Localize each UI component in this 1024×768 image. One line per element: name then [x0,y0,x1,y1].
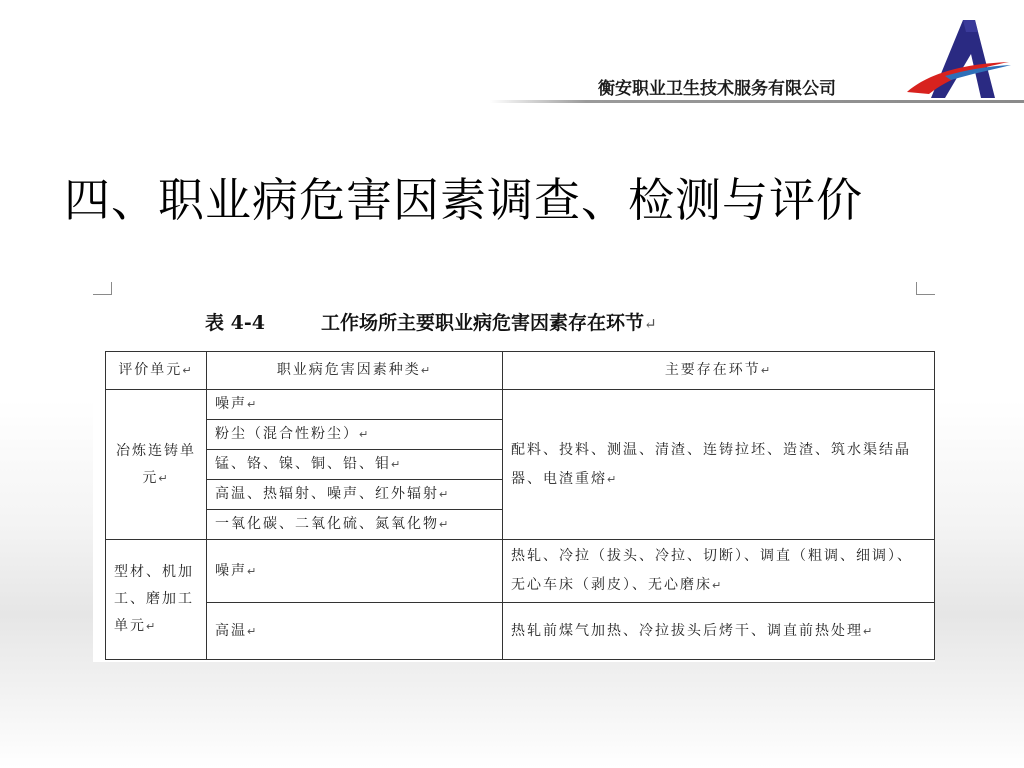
factor-cell: 高温↵ [207,603,503,660]
company-a-logo-icon [905,18,1013,102]
header-main-link: 主要存在环节↵ [503,352,935,390]
slide-title: 四、职业病危害因素调查、检测与评价 [64,173,863,227]
hazard-table [105,351,935,660]
table-caption-number: 表 4-4 [205,312,265,334]
company-name: 衡安职业卫生技术服务有限公司 [598,79,836,99]
link-cell-smelting: 配料、投料、测温、清渣、连铸拉坯、造渣、筑水渠结晶器、电渣重熔↵ [503,390,935,540]
factor-cell: 噪声↵ [207,540,503,603]
factor-cell: 高温、热辐射、噪声、红外辐射↵ [207,480,503,510]
unit-cell-profile-machining: 型材、机加工、磨加工单元↵ [106,540,207,660]
table-caption-title: 工作场所主要职业病危害因素存在环节 [320,312,644,334]
table-row [106,390,935,420]
crop-mark-left [93,282,112,295]
factor-cell: 噪声↵ [207,390,503,420]
unit-cell-smelting: 冶炼连铸单元↵ [106,390,207,540]
crop-mark-right [916,282,935,295]
table-row [106,540,935,603]
document-excerpt [93,278,935,662]
factor-cell: 一氧化碳、二氧化硫、氮氧化物↵ [207,510,503,540]
header-evaluation-unit: 评价单元↵ [106,352,207,390]
table-caption [205,308,657,335]
header-hazard-factor-type: 职业病危害因素种类↵ [207,352,503,390]
factor-cell: 锰、铬、镍、铜、铅、钼↵ [207,450,503,480]
table-header-row [106,352,935,390]
table-row [106,603,935,660]
link-cell: 热轧、冷拉（拔头、冷拉、切断）、调直（粗调、细调）、无心车床（剥皮）、无心磨床↵ [503,540,935,603]
paragraph-mark: ↵ [643,315,657,333]
factor-cell: 粉尘（混合性粉尘）↵ [207,420,503,450]
link-cell: 热轧前煤气加热、冷拉拔头后烤干、调直前热处理↵ [503,603,935,660]
